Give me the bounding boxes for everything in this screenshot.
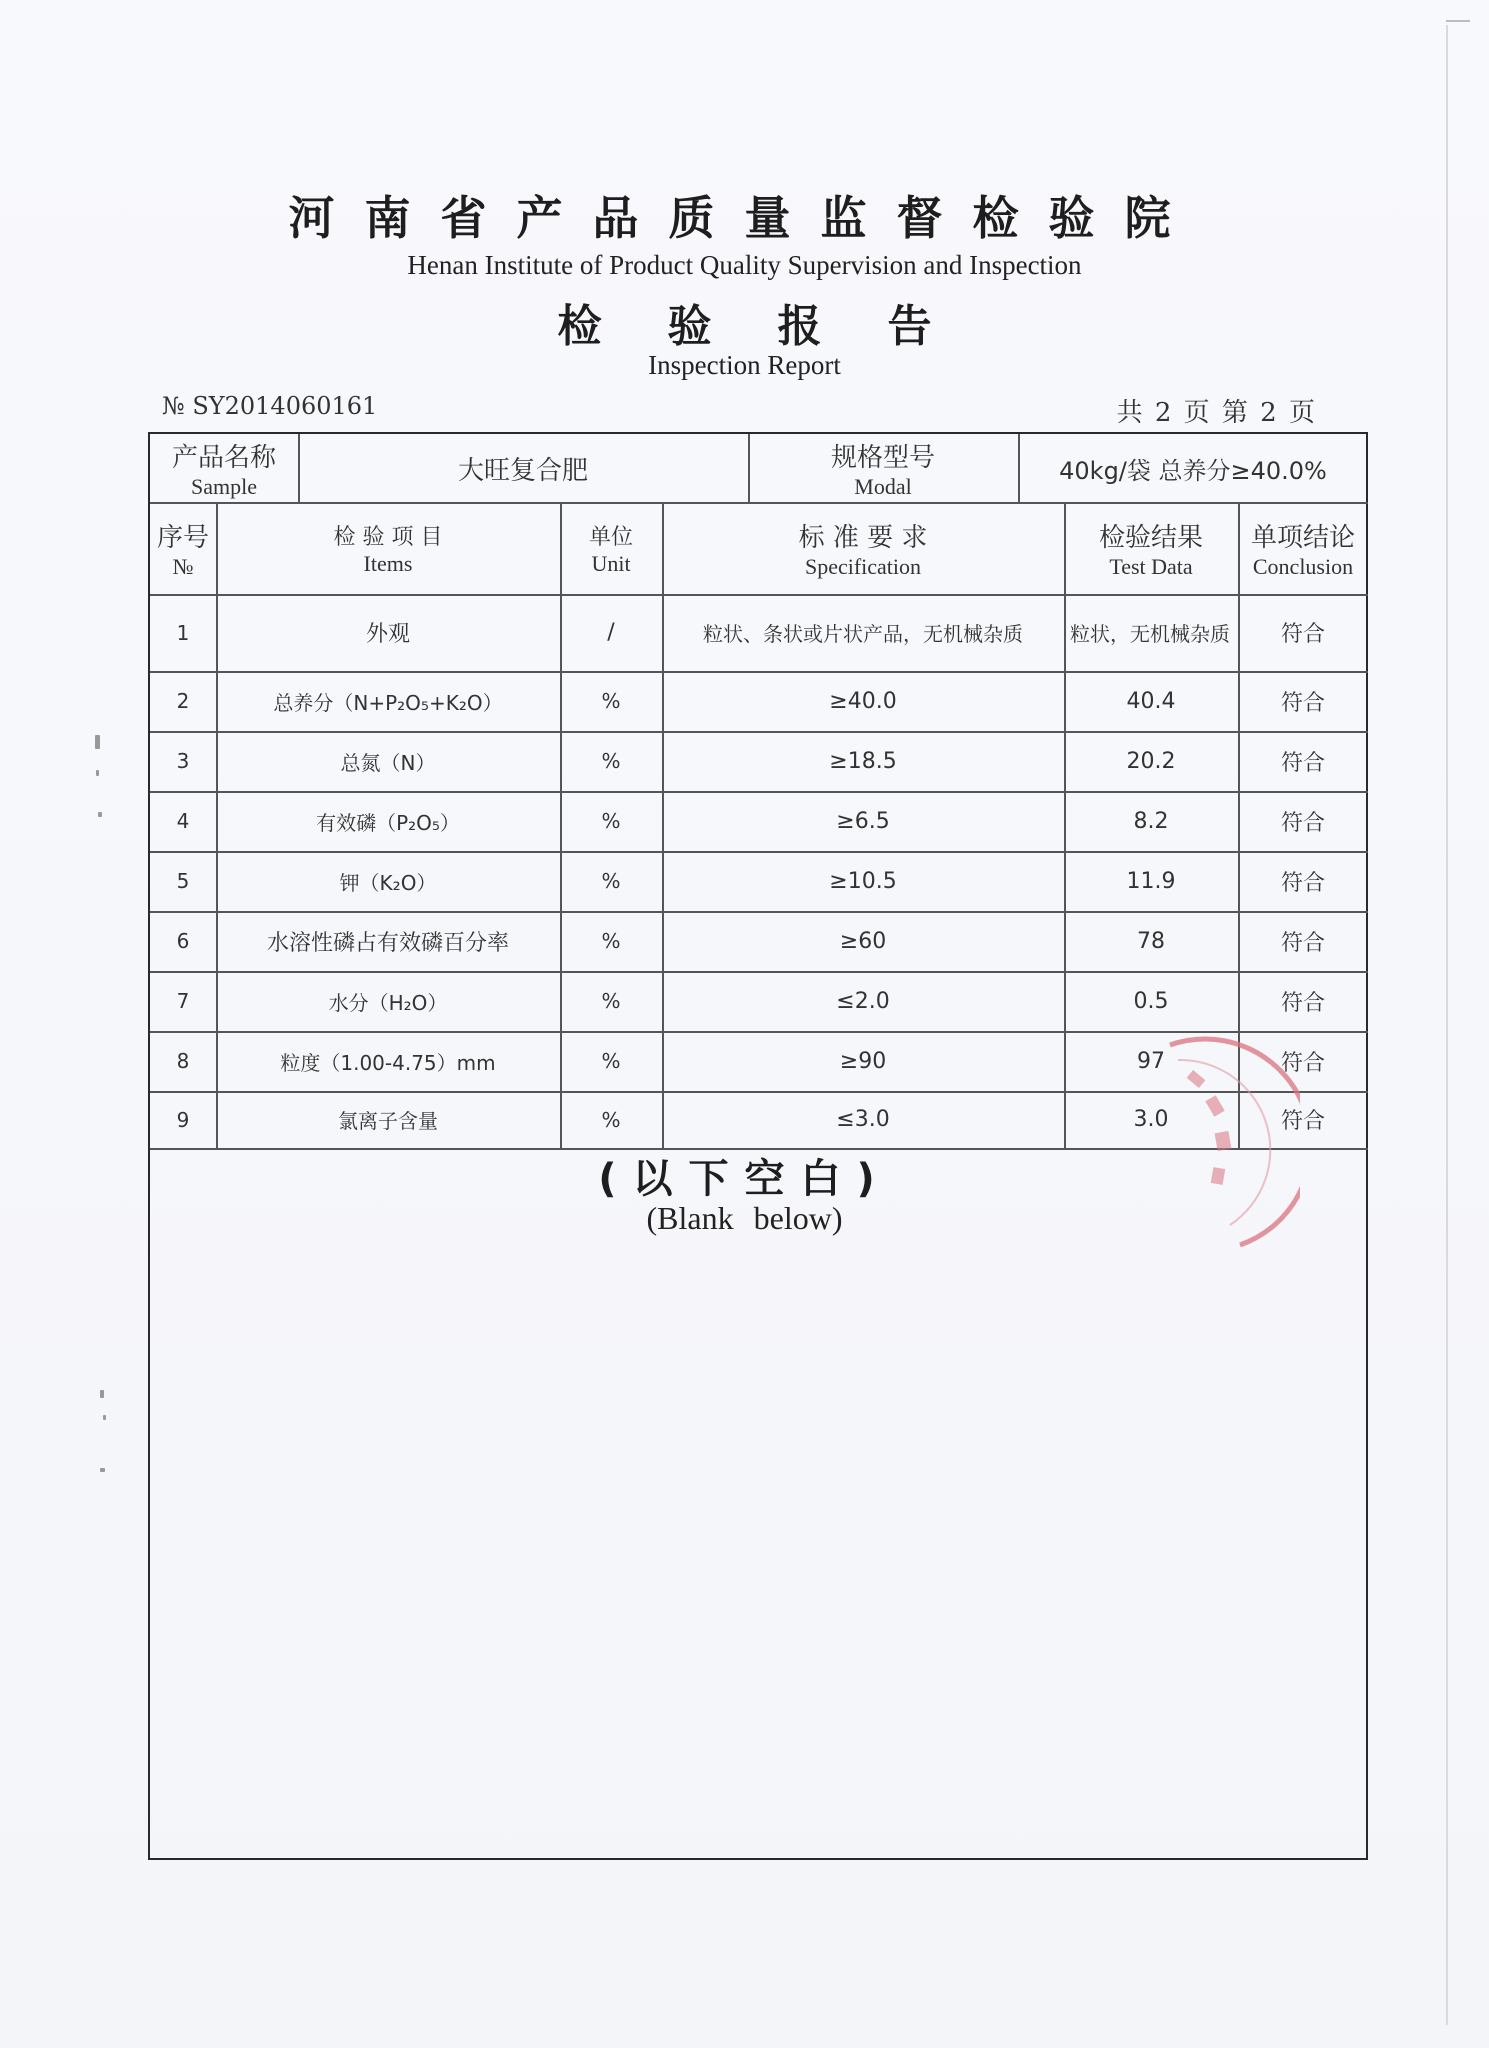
row-no: 1 — [176, 620, 190, 645]
col-header-result-cn: 检验结果 — [1098, 522, 1203, 553]
row-result: 20.2 — [1126, 748, 1176, 774]
row-conclusion: 符合 — [1280, 870, 1325, 896]
row-no: 4 — [176, 809, 190, 833]
row-conclusion: 符合 — [1280, 930, 1325, 956]
row-item: 外观 — [365, 622, 410, 647]
col-header-spec — [662, 502, 1064, 594]
col-header-unit — [560, 502, 662, 594]
model-label — [748, 434, 1018, 502]
row-unit: % — [601, 989, 621, 1013]
row-spec: ≤2.0 — [836, 988, 890, 1014]
row-item: 水分（H₂O） — [328, 990, 448, 1015]
row-result: 40.4 — [1126, 688, 1176, 714]
report-title-en: Inspection Report — [648, 350, 841, 380]
sample-label-cn: 产品名称 — [171, 442, 276, 473]
row-result: 11.9 — [1126, 868, 1176, 894]
row-result: 3.0 — [1133, 1107, 1169, 1132]
row-no: 2 — [176, 689, 190, 713]
report-title-cn: 检验报告 — [557, 301, 998, 352]
row-conclusion: 符合 — [1280, 690, 1325, 716]
row-conclusion: 符合 — [1280, 810, 1325, 836]
row-item: 水溶性磷占有效磷百分率 — [266, 930, 509, 956]
model-label-en: Modal — [854, 473, 912, 499]
row-conclusion: 符合 — [1280, 750, 1325, 776]
row-no: 9 — [176, 1107, 190, 1132]
stamp-markings — [1187, 1070, 1232, 1185]
col-header-conclusion-en: Conclusion — [1252, 553, 1354, 579]
row-result: 78 — [1137, 928, 1165, 954]
row-conclusion: 符合 — [1280, 1050, 1325, 1076]
row-spec: ≤3.0 — [836, 1107, 890, 1132]
row-item: 氯离子含量 — [338, 1109, 438, 1133]
col-header-result-en: Test Data — [1109, 553, 1193, 579]
row-unit: % — [601, 1049, 621, 1073]
row-unit: % — [601, 869, 621, 893]
col-header-no — [150, 502, 216, 594]
row-spec: ≥60 — [839, 928, 887, 954]
row-result: 0.5 — [1133, 988, 1169, 1014]
row-conclusion: 符合 — [1280, 622, 1325, 647]
col-header-items-cn: 检 验 项 目 — [333, 524, 443, 550]
row-spec: ≥90 — [839, 1048, 887, 1074]
scan-speck — [98, 812, 102, 817]
col-header-result — [1064, 502, 1238, 594]
scan-speck — [96, 770, 99, 776]
sample-value: 大旺复合肥 — [457, 455, 588, 486]
row-unit: % — [601, 1107, 621, 1132]
row-unit: % — [601, 929, 621, 953]
blank-below-cn: (以下空白) — [598, 1156, 891, 1202]
model-label-cn: 规格型号 — [830, 442, 935, 473]
row-spec: ≥10.5 — [829, 868, 897, 894]
row-spec: ≥40.0 — [829, 688, 897, 714]
institute-title-cn: 河南省产品质量监督检验院 — [288, 191, 1201, 245]
col-header-no-cn: 序号 — [156, 522, 209, 553]
row-result: 8.2 — [1133, 808, 1169, 834]
report-number: № SY2014060161 — [162, 392, 378, 420]
row-unit: % — [601, 749, 621, 773]
col-header-no-en: № — [172, 553, 194, 579]
sample-label — [150, 434, 298, 502]
row-item: 钾（K₂O） — [339, 870, 437, 895]
scan-speck — [103, 1415, 106, 1420]
row-result: 粒状，无机械杂质 — [1070, 622, 1230, 646]
row-conclusion: 符合 — [1280, 1109, 1325, 1134]
scan-speck — [100, 1390, 104, 1398]
row-no: 6 — [176, 929, 190, 953]
row-spec: ≥18.5 — [829, 748, 897, 774]
row-result: 97 — [1137, 1048, 1165, 1074]
sample-label-en: Sample — [191, 473, 257, 499]
col-header-spec-cn: 标 准 要 求 — [798, 522, 928, 553]
row-unit: / — [607, 620, 615, 645]
blank-below-en: (Blank below) — [646, 1200, 843, 1236]
col-header-items — [216, 502, 560, 594]
col-header-unit-cn: 单位 — [588, 524, 633, 550]
col-header-unit-en: Unit — [591, 550, 631, 576]
inspection-seal-stamp — [1060, 1030, 1300, 1270]
scan-speck — [100, 1468, 105, 1472]
col-header-spec-en: Specification — [804, 553, 922, 579]
row-conclusion: 符合 — [1280, 990, 1325, 1016]
stamp-arc — [1170, 1039, 1300, 1245]
col-header-items-en: Items — [363, 550, 413, 576]
institute-title-en: Henan Institute of Product Quality Supervision and Inspection — [407, 250, 1082, 280]
row-item: 粒度（1.00-4.75）mm — [280, 1050, 496, 1075]
model-value: 40kg/袋 总养分≥40.0% — [1059, 456, 1327, 485]
scan-speck — [95, 735, 100, 749]
row-item: 总养分（N+P₂O₅+K₂O） — [273, 690, 503, 715]
scan-edge-tick — [1446, 20, 1470, 22]
row-item: 有效磷（P₂O₅） — [316, 810, 460, 835]
page-info: 共 2 页 第 2 页 — [1116, 398, 1317, 428]
row-unit: % — [601, 809, 621, 833]
col-header-conclusion-cn: 单项结论 — [1250, 522, 1355, 553]
row-no: 7 — [176, 989, 190, 1013]
row-spec: ≥6.5 — [836, 808, 890, 834]
row-no: 5 — [176, 869, 190, 893]
row-item: 总氮（N） — [340, 750, 436, 775]
row-unit: % — [601, 689, 621, 713]
col-header-conclusion — [1238, 502, 1368, 594]
row-no: 8 — [176, 1049, 190, 1073]
row-no: 3 — [176, 749, 190, 773]
row-spec: 粒状、条状或片状产品，无机械杂质 — [703, 622, 1023, 646]
